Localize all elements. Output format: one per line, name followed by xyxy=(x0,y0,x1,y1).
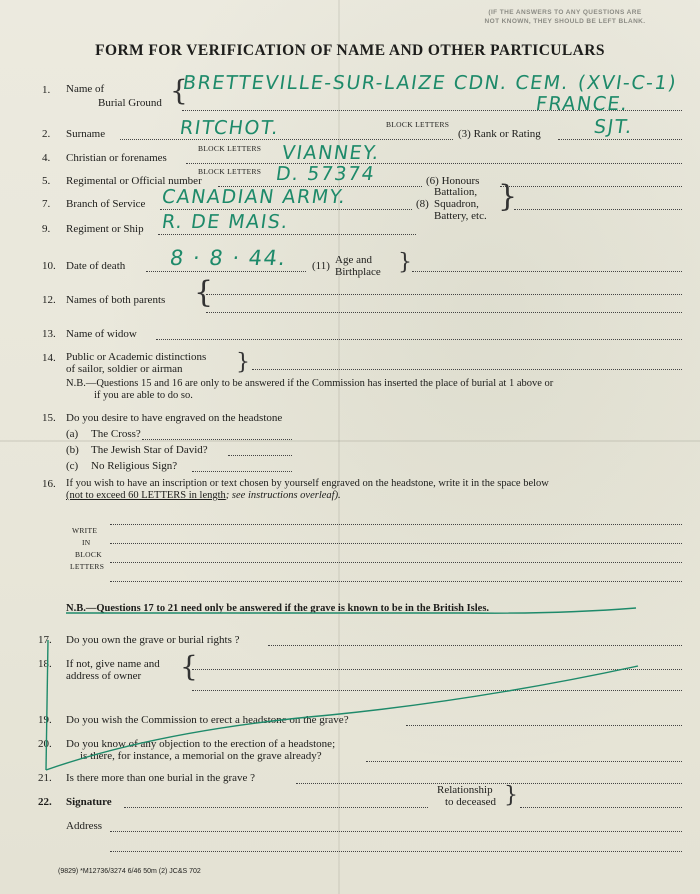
q22-number: 22. xyxy=(38,796,52,808)
top-note-line-2: NOT KNOWN, THEY SHOULD BE LEFT BLANK. xyxy=(484,18,646,25)
ink-underline-nb xyxy=(66,608,636,613)
q5-label: Regimental or Official number xyxy=(66,175,202,187)
q9-label: Regiment or Ship xyxy=(66,223,144,235)
q16-line-1: If you wish to have an inscription or text chosen by yourself engraved on the headstone, write it in the space below xyxy=(66,478,549,489)
top-note-line-1: (IF THE ANSWERS TO ANY QUESTIONS ARE xyxy=(488,9,642,16)
q16-instructions-text: ; see instructions overleaf). xyxy=(225,490,341,501)
q12-number: 12. xyxy=(42,294,56,306)
q1-handwritten-plot: (XVI-C-1) xyxy=(576,72,679,94)
q15-b-label: The Jewish Star of David? xyxy=(91,444,208,456)
q3-handwritten-rank: SJT. xyxy=(592,116,635,138)
q1-number: 1. xyxy=(42,84,51,96)
ink-diagonal-strike xyxy=(46,666,638,770)
q18-brace: { xyxy=(180,650,198,683)
write-in-block-letters-1: WRITE xyxy=(72,526,98,535)
q7-label: Branch of Service xyxy=(66,198,146,210)
q20-line-2: is there, for instance, a memorial on the grave already? xyxy=(80,750,322,762)
q7-handwritten-branch: CANADIAN ARMY. xyxy=(160,186,348,208)
q21-number: 21. xyxy=(38,772,52,784)
q5-handwritten-number: D. 57374 xyxy=(274,163,377,185)
q8-line-1: Battalion, xyxy=(434,186,478,198)
q1-handwritten-burial-ground: BRETTEVILLE-SUR-LAIZE CDN. CEM. xyxy=(181,72,571,94)
q1-brace: { xyxy=(170,74,188,107)
q22-address-label: Address xyxy=(66,820,103,832)
nb-questions-15-16-line-1: N.B.—Questions 15 and 16 are only to be answered if the Commission has inserted the place of burial at 1 above or xyxy=(66,378,554,389)
q8-line-3: Battery, etc. xyxy=(434,210,487,222)
q12-label: Names of both parents xyxy=(66,294,166,306)
q9-number: 9. xyxy=(42,223,51,235)
q14-brace: } xyxy=(236,350,250,375)
q9-handwritten-regiment: R. DE MAIS. xyxy=(160,211,291,233)
q13-label: Name of widow xyxy=(66,328,137,340)
q5-block-letters: BLOCK LETTERS xyxy=(198,167,262,176)
q15-number: 15. xyxy=(42,412,56,424)
q22-relationship-line-1: Relationship xyxy=(437,784,493,796)
q8-number: (8) xyxy=(416,198,429,210)
q14-line-1: Public or Academic distinctions xyxy=(66,351,207,363)
q2-handwritten-surname: RITCHOT. xyxy=(178,117,281,139)
nb-questions-15-16-line-2: if you are able to do so. xyxy=(94,390,193,401)
q10-number: 10. xyxy=(42,260,56,272)
q5-number: 5. xyxy=(42,175,51,187)
q11-brace: } xyxy=(398,250,412,275)
q6-label: (6) Honours xyxy=(426,175,480,187)
q21-label: Is there more than one burial in the grave ? xyxy=(66,772,256,784)
q15-a-number: (a) xyxy=(66,428,79,440)
q11-line-1: Age and xyxy=(335,254,372,266)
ink-margin-line xyxy=(46,640,48,770)
write-in-block-letters-4: LETTERS xyxy=(70,562,105,571)
q22-signature-label: Signature xyxy=(66,796,112,808)
q22-brace: } xyxy=(504,783,518,808)
q13-number: 13. xyxy=(42,328,56,340)
q20-line-1: Do you know of any objection to the erection of a headstone; xyxy=(66,738,336,750)
q20-number: 20. xyxy=(38,738,52,750)
q15-c-label: No Religious Sign? xyxy=(91,460,178,472)
write-in-block-letters-2: IN xyxy=(82,538,91,547)
write-in-block-letters-3: BLOCK xyxy=(75,550,102,559)
q17-number: 17. xyxy=(38,634,52,646)
q19-label: Do you wish the Commission to erect a headstone on the grave? xyxy=(66,714,349,726)
nb-questions-17-21: N.B.—Questions 17 to 21 need only be answered if the grave is known to be in the British Isles. xyxy=(66,603,490,614)
q15-label: Do you desire to have engraved on the headstone xyxy=(66,412,283,424)
q14-number: 14. xyxy=(42,352,56,364)
q15-a-label: The Cross? xyxy=(91,428,141,440)
q4-number: 4. xyxy=(42,152,51,164)
q2-label: Surname xyxy=(66,128,106,140)
q19-number: 19. xyxy=(38,714,52,726)
q18-line-2: address of owner xyxy=(66,670,142,682)
q4-block-letters: BLOCK LETTERS xyxy=(198,144,262,153)
q15-b-number: (b) xyxy=(66,444,79,456)
q14-line-2: of sailor, soldier or airman xyxy=(66,363,183,375)
q12-brace: { xyxy=(194,275,214,310)
q16-limit-text: (not to exceed 60 LETTERS in length xyxy=(66,490,226,501)
q10-handwritten-date: 8 · 8 · 44. xyxy=(168,246,289,270)
q4-handwritten-forenames: VIANNEY. xyxy=(280,142,382,164)
q4-label: Christian or forenames xyxy=(66,152,167,164)
q22-relationship-line-2: to deceased xyxy=(445,796,496,808)
q17-label: Do you own the grave or burial rights ? xyxy=(66,634,240,646)
q10-label: Date of death xyxy=(66,260,126,272)
q8-brace: } xyxy=(498,179,518,214)
q11-line-2: Birthplace xyxy=(335,266,381,278)
q16-number: 16. xyxy=(42,478,56,490)
q7-number: 7. xyxy=(42,198,51,210)
q11-number: (11) xyxy=(312,260,330,272)
q2-number: 2. xyxy=(42,128,51,140)
q2-block-letters: BLOCK LETTERS xyxy=(386,120,450,129)
q1-handwritten-country: FRANCE. xyxy=(534,93,630,115)
q18-number: 18. xyxy=(38,658,52,670)
q15-c-number: (c) xyxy=(66,460,79,472)
form-footer-code: (9829) *M12736/3274 6/46 50m (2) JC&S 702 xyxy=(58,868,201,875)
q1-label-b: Burial Ground xyxy=(98,97,162,109)
q1-label-a: Name of xyxy=(66,83,105,95)
q3-label: (3) Rank or Rating xyxy=(458,128,541,140)
form-title: FORM FOR VERIFICATION OF NAME AND OTHER PARTICULARS xyxy=(95,42,605,59)
q18-line-1: If not, give name and xyxy=(66,658,160,670)
q8-line-2: Squadron, xyxy=(434,198,479,210)
